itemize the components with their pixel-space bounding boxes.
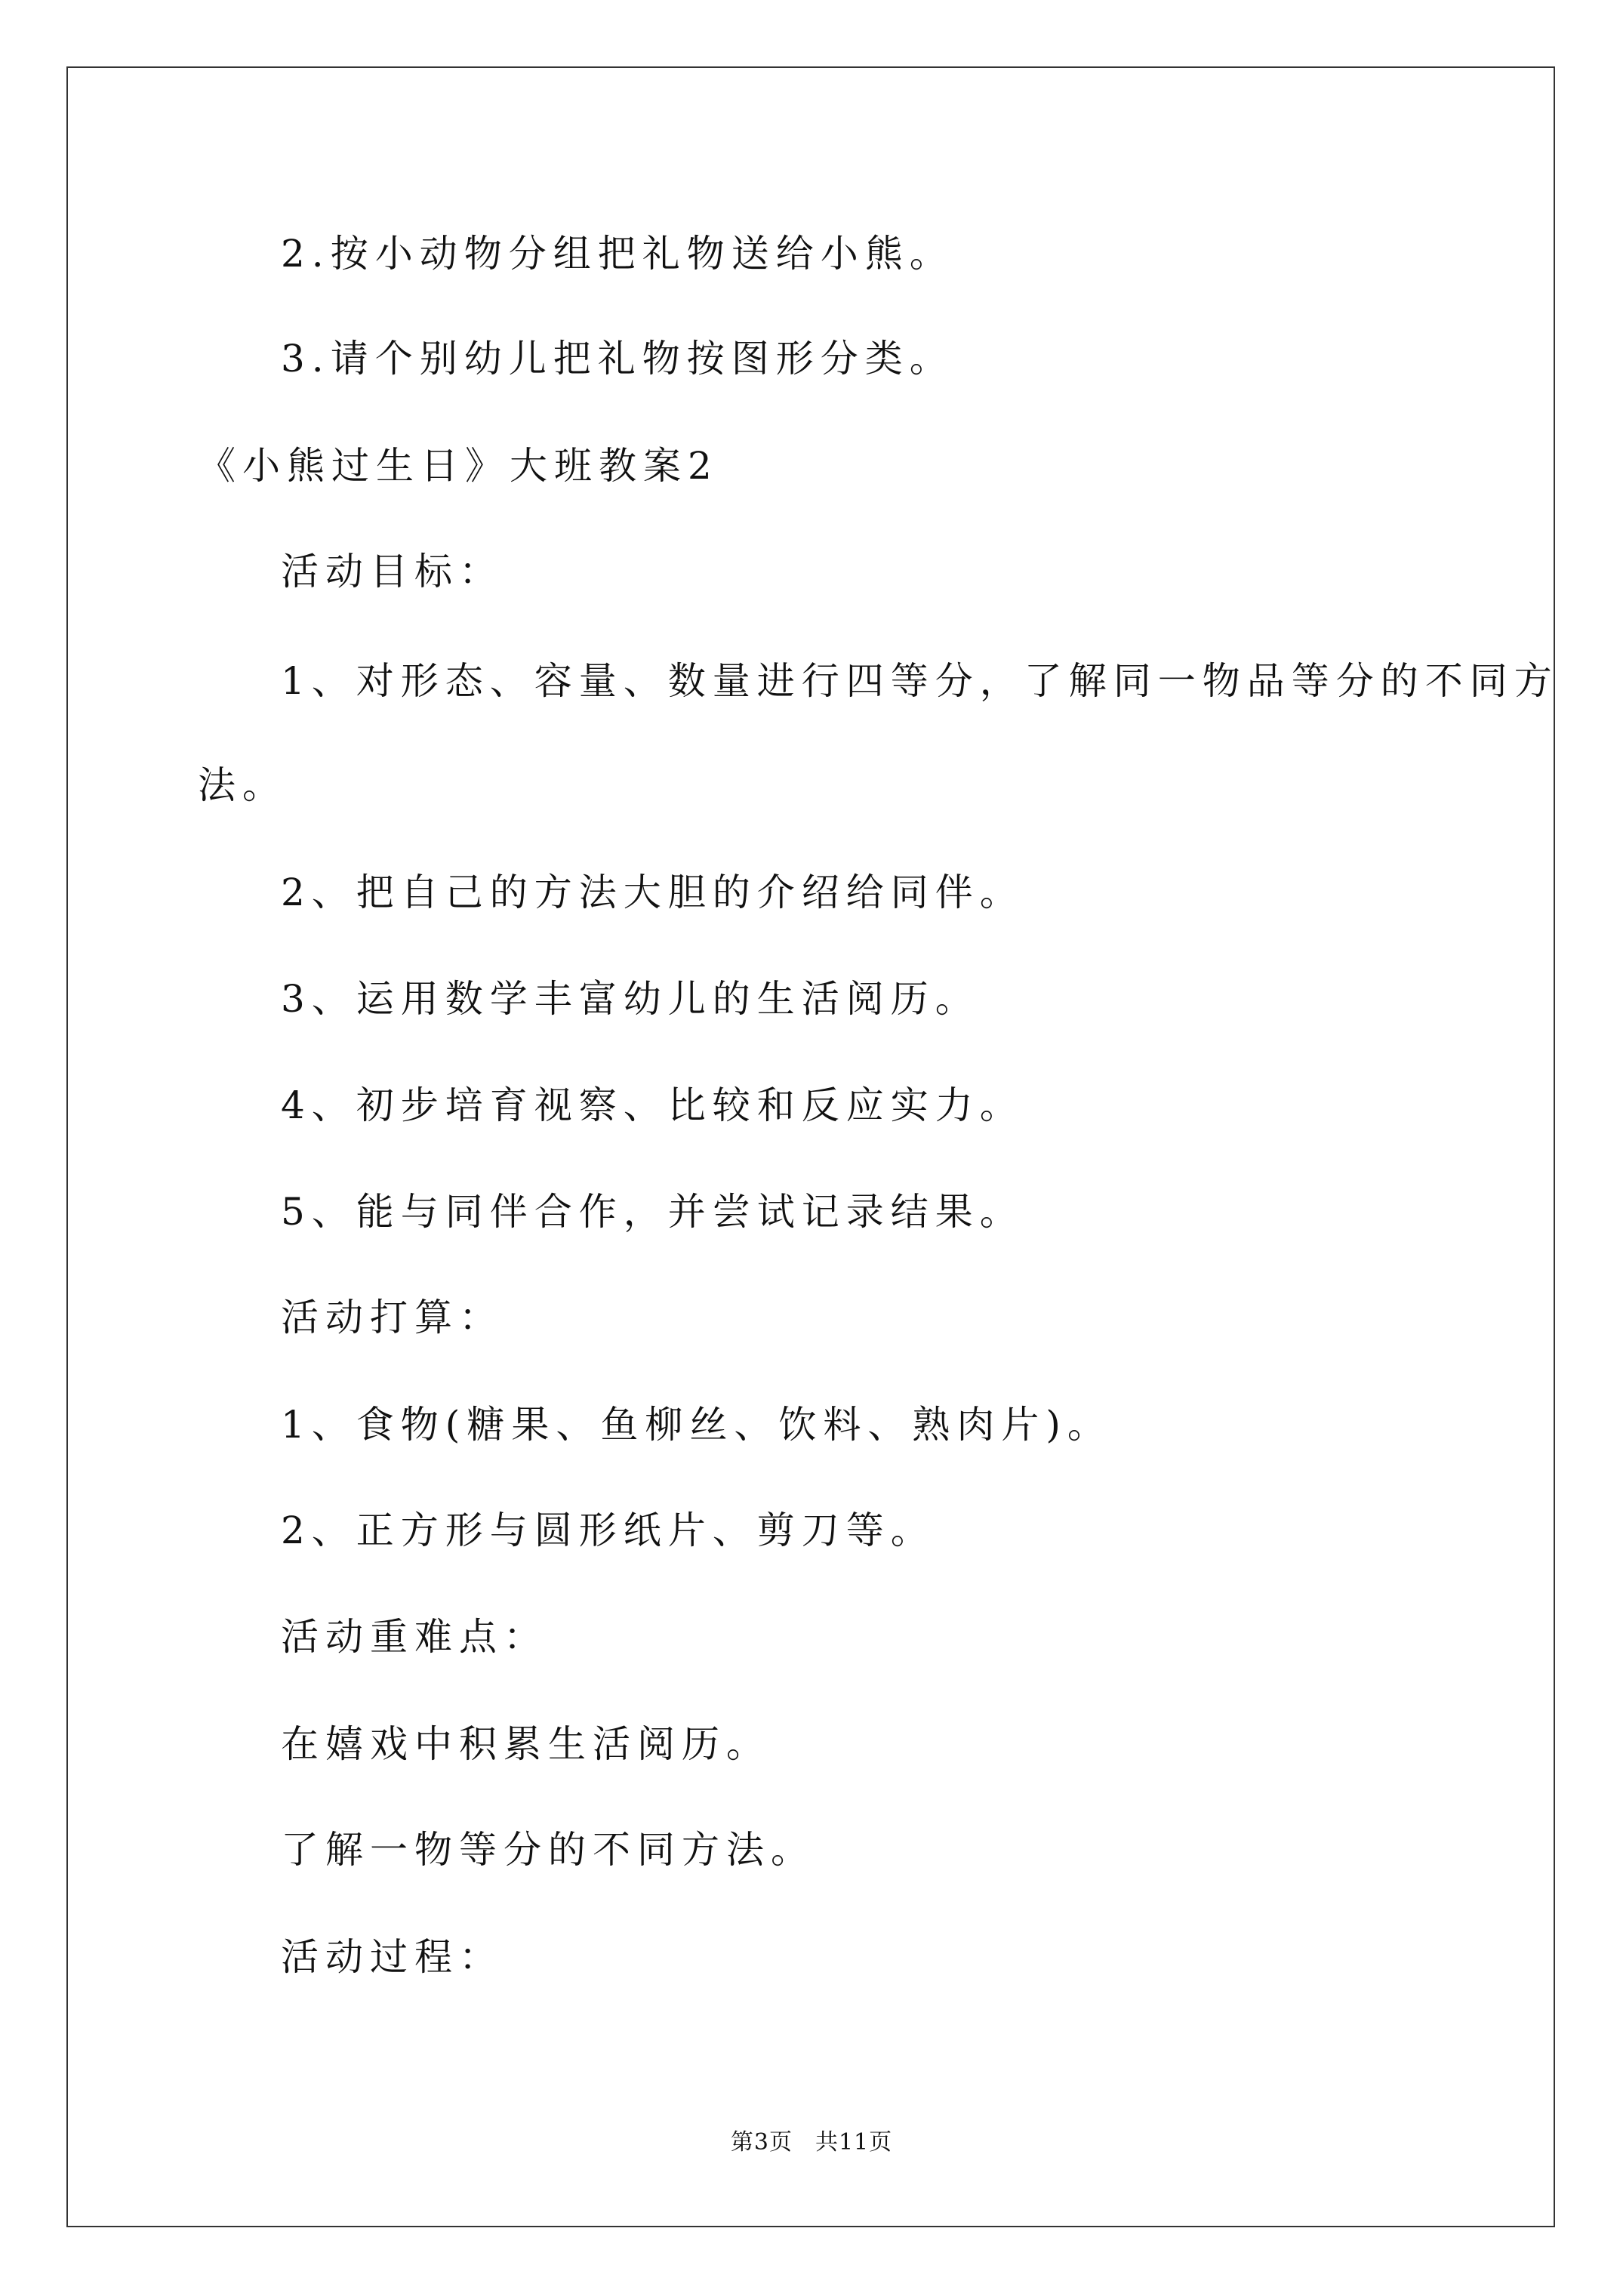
paragraph: 在嬉戏中积累生活阅历。	[281, 1722, 771, 1766]
page-total: 共11页	[815, 2129, 893, 2156]
subheading: 活动重难点：	[281, 1615, 548, 1659]
list-item: 5、能与同伴合作，并尝试记录结果。	[281, 1190, 1024, 1234]
paragraph: 了解一物等分的不同方法。	[281, 1828, 815, 1872]
list-item: 1、食物(糖果、鱼柳丝、饮料、熟肉片)。	[281, 1403, 1112, 1447]
section-heading: 《小熊过生日》大班教案2	[198, 444, 719, 488]
list-item: 2、把自己的方法大胆的介绍给同伴。	[281, 871, 1024, 914]
list-item: 3、运用数学丰富幼儿的生活阅历。	[281, 977, 980, 1021]
page-number: 第3页	[730, 2129, 793, 2156]
page-footer	[0, 2128, 1623, 2158]
list-item: 3.请个别幼儿把礼物按图形分类。	[281, 337, 954, 381]
list-item: 2.按小动物分组把礼物送给小熊。	[281, 232, 954, 276]
subheading: 活动目标：	[281, 550, 504, 593]
list-item-continuation: 法。	[198, 763, 287, 807]
list-item: 2、正方形与圆形纸片、剪刀等。	[281, 1509, 935, 1552]
subheading: 活动过程：	[281, 1935, 504, 1979]
list-item: 4、初步培育视察、比较和反应实力。	[281, 1083, 1024, 1127]
list-item: 1、对形态、容量、数量进行四等分，了解同一物品等分的不同方	[281, 659, 1559, 703]
subheading: 活动打算：	[281, 1296, 504, 1339]
